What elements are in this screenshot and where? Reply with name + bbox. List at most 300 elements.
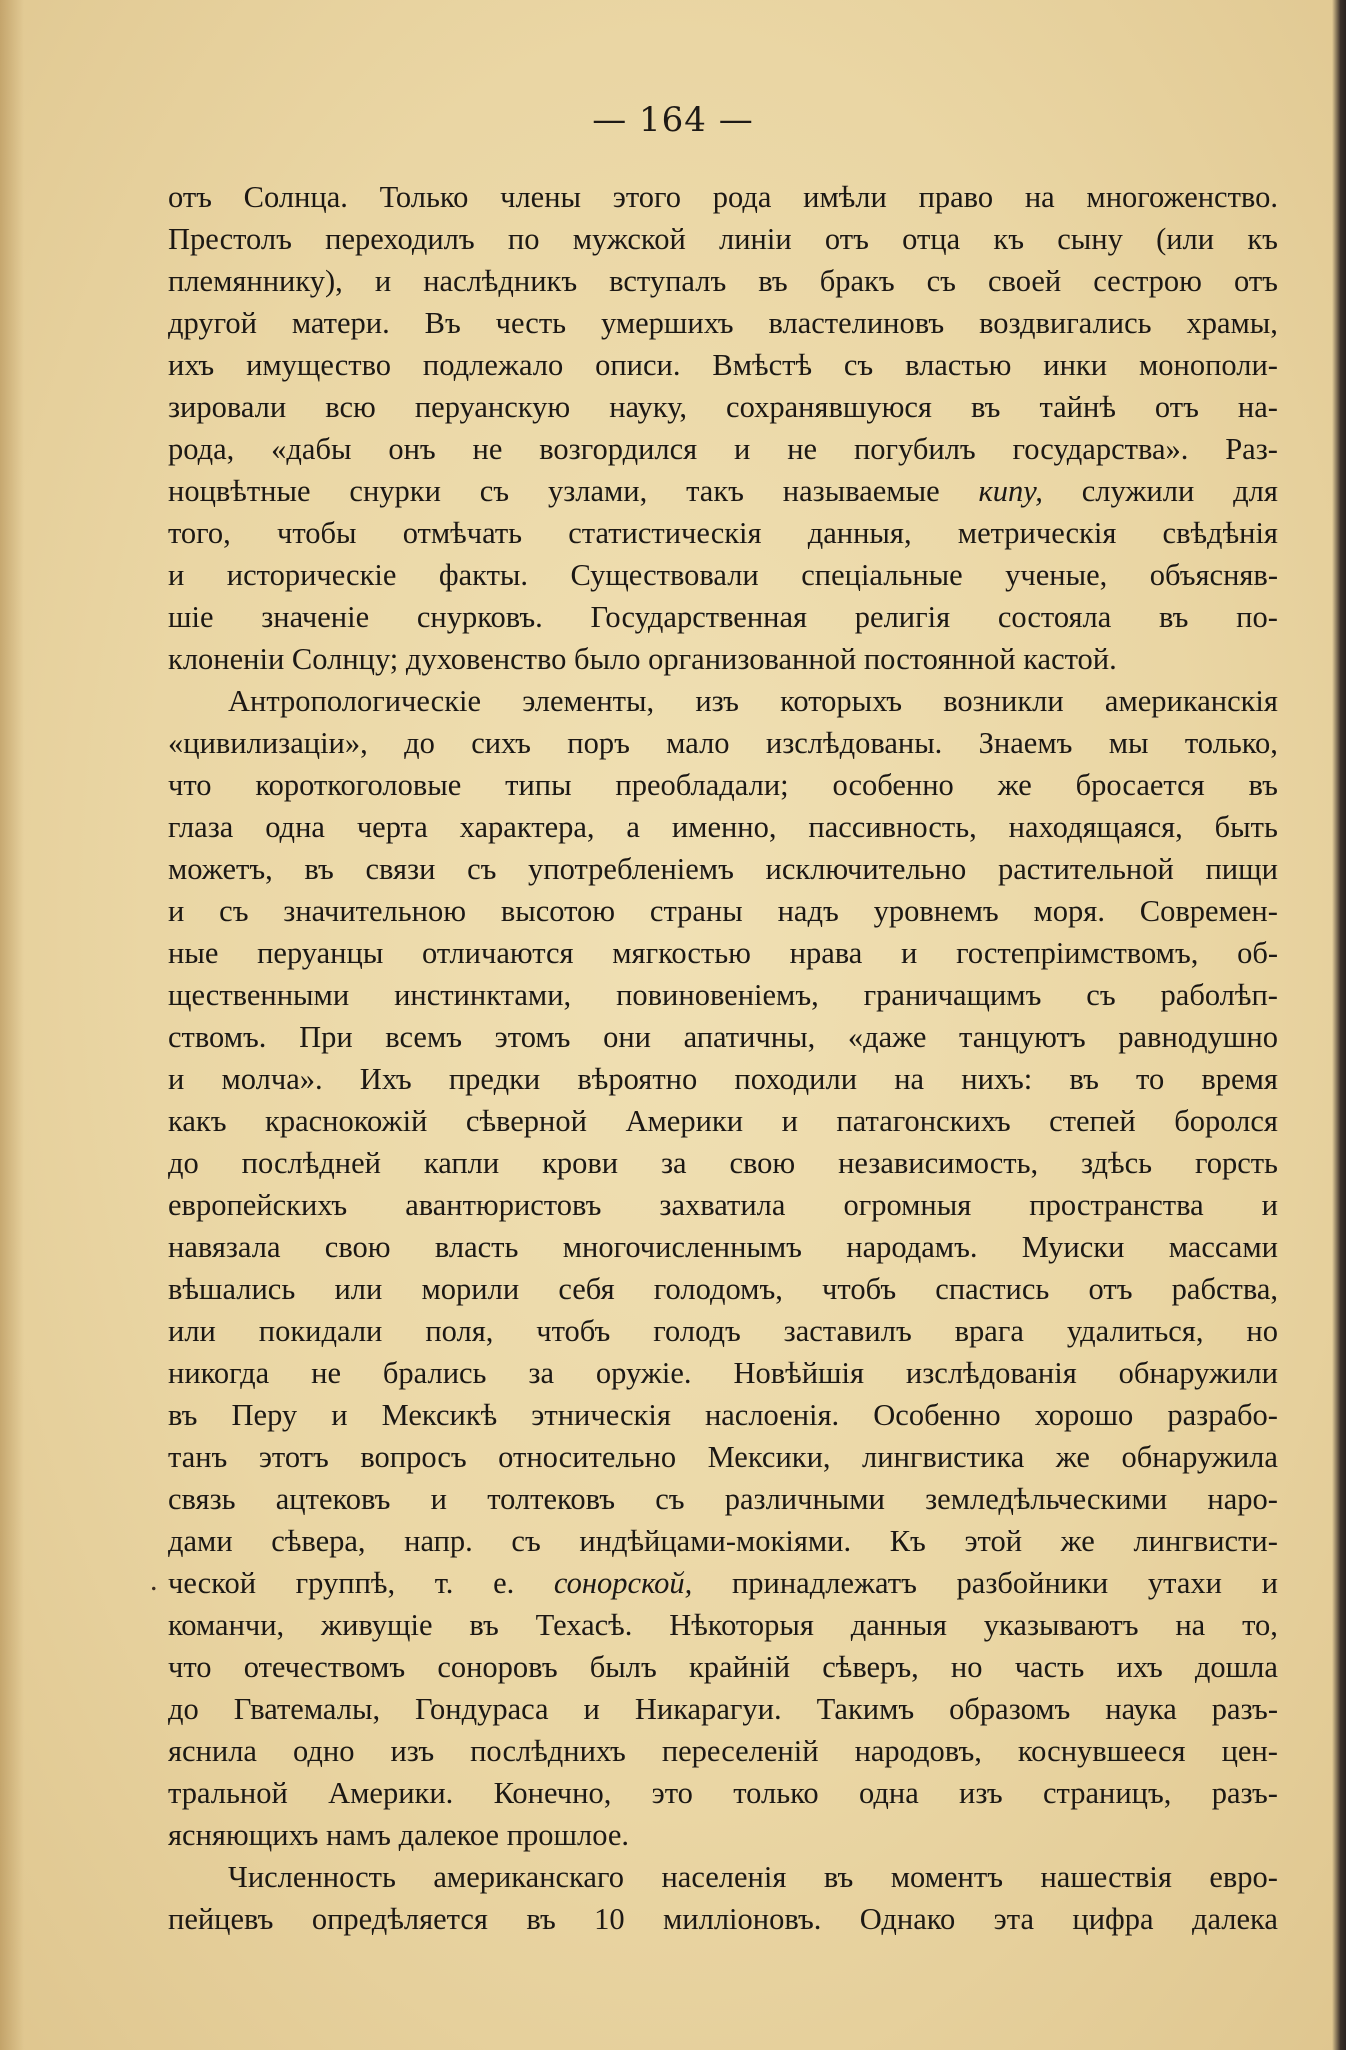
word: заставилъ bbox=[783, 1314, 912, 1348]
word: лингвистика bbox=[862, 1440, 1025, 1474]
word: группѣ, bbox=[295, 1566, 396, 1600]
word: моментъ bbox=[890, 1860, 1003, 1894]
word: къ bbox=[1247, 222, 1278, 256]
word: степей bbox=[1049, 1104, 1136, 1138]
word: узлами, bbox=[547, 474, 648, 508]
word: до bbox=[404, 726, 435, 760]
word: историческіе bbox=[226, 558, 397, 592]
word: разбойники bbox=[956, 1566, 1109, 1600]
margin-mark: . bbox=[150, 1564, 158, 1597]
text-line bbox=[168, 1772, 1278, 1814]
word: и bbox=[168, 1062, 185, 1096]
word: былъ bbox=[589, 1650, 657, 1684]
text-line bbox=[168, 1058, 1278, 1100]
word: независимость, bbox=[838, 1146, 1039, 1180]
word: перуанцы bbox=[257, 936, 384, 970]
word: Техасѣ. bbox=[535, 1608, 633, 1642]
word: короткоголовые bbox=[255, 768, 462, 802]
text-line bbox=[168, 1730, 1278, 1772]
text-line bbox=[168, 1226, 1278, 1268]
word: здѣсь bbox=[1081, 1146, 1153, 1180]
text-line bbox=[168, 512, 1278, 554]
word: разрабо- bbox=[1167, 1398, 1278, 1432]
word: индѣйцами-мокіями. bbox=[579, 1524, 852, 1558]
word: Такимъ bbox=[816, 1692, 915, 1726]
word: американскаго bbox=[433, 1860, 624, 1894]
word: краснокожій bbox=[265, 1104, 428, 1138]
word: на bbox=[894, 1062, 925, 1096]
word: изъ bbox=[390, 1734, 435, 1768]
word: американскія bbox=[1104, 684, 1278, 718]
word: связь bbox=[168, 1482, 236, 1516]
word: предки bbox=[448, 1062, 541, 1096]
word: относительно bbox=[498, 1440, 677, 1474]
text-line bbox=[168, 974, 1278, 1016]
word: танцуютъ bbox=[959, 1020, 1086, 1054]
word: объясняв- bbox=[1149, 558, 1278, 592]
word: При bbox=[299, 1020, 353, 1054]
word: отъ bbox=[1088, 1272, 1133, 1306]
word: умершихъ bbox=[600, 306, 734, 340]
text-line bbox=[168, 554, 1278, 596]
word: по- bbox=[1236, 600, 1278, 634]
word: растительной bbox=[997, 852, 1174, 886]
word: въ bbox=[823, 1860, 854, 1894]
word: напр. bbox=[404, 1524, 473, 1558]
word: монополи- bbox=[1138, 348, 1278, 382]
word: переселеній bbox=[661, 1734, 819, 1768]
word: спеціальные bbox=[801, 558, 963, 592]
word: тральной bbox=[168, 1776, 288, 1810]
word: «цивилизаціи», bbox=[168, 726, 368, 760]
word: указываютъ bbox=[983, 1608, 1139, 1642]
word: подлежало bbox=[422, 348, 564, 382]
word: съ bbox=[511, 1524, 541, 1558]
word: значеніе bbox=[261, 600, 370, 634]
text-line bbox=[168, 428, 1278, 470]
word: съ bbox=[926, 264, 956, 298]
word: кипу, bbox=[978, 474, 1043, 508]
word: пейцевъ bbox=[168, 1902, 274, 1936]
word: страницъ, bbox=[1042, 1776, 1172, 1810]
word: исключительно bbox=[765, 852, 967, 886]
word: намъ bbox=[326, 1818, 391, 1852]
word: къ bbox=[993, 222, 1024, 256]
word: метрическія bbox=[957, 516, 1117, 550]
word: страны bbox=[649, 894, 743, 928]
word: и bbox=[1261, 1188, 1278, 1222]
word: съ bbox=[843, 348, 874, 382]
word: эта bbox=[993, 1902, 1035, 1936]
word: этомъ bbox=[494, 1020, 571, 1054]
word: только bbox=[733, 1776, 819, 1810]
text-line bbox=[168, 596, 1278, 638]
word: такъ bbox=[686, 474, 744, 508]
text-line bbox=[168, 1856, 1278, 1898]
word: то, bbox=[1242, 1608, 1278, 1642]
word: тайнѣ bbox=[1039, 390, 1116, 424]
word: на bbox=[1024, 180, 1055, 214]
word: то bbox=[1136, 1062, 1165, 1096]
text-line bbox=[168, 890, 1278, 932]
word: рода, bbox=[168, 432, 235, 466]
word: различными bbox=[724, 1482, 885, 1516]
text-line bbox=[168, 680, 1278, 722]
text-line bbox=[168, 1520, 1278, 1562]
word: можетъ, bbox=[168, 852, 273, 886]
word: этой bbox=[964, 1524, 1023, 1558]
word: изслѣдованія bbox=[905, 1356, 1077, 1390]
word: называемые bbox=[782, 474, 940, 508]
word: сѣверной bbox=[465, 1104, 587, 1138]
word: массами bbox=[1168, 1230, 1278, 1264]
word: сыну bbox=[1057, 222, 1123, 256]
word: обнаружили bbox=[1118, 1356, 1278, 1390]
word: (или bbox=[1156, 222, 1215, 256]
word: Мексикѣ bbox=[381, 1398, 498, 1432]
word: снурки bbox=[349, 474, 441, 508]
word: разъ- bbox=[1211, 1692, 1278, 1726]
word: въ bbox=[168, 1398, 198, 1432]
word: наро- bbox=[1207, 1482, 1278, 1516]
word: глаза bbox=[168, 810, 234, 844]
word: въ bbox=[1069, 1062, 1099, 1096]
word: далека bbox=[1191, 1902, 1278, 1936]
word: матери. bbox=[291, 306, 390, 340]
word: команчи, bbox=[168, 1608, 285, 1642]
word: употребленіемъ bbox=[528, 852, 734, 886]
word: поля, bbox=[425, 1314, 494, 1348]
word: чтобы bbox=[276, 516, 357, 550]
word: снурковъ. bbox=[416, 600, 543, 634]
word: голодъ bbox=[653, 1314, 741, 1348]
word: и bbox=[1261, 1566, 1278, 1600]
word: бракъ bbox=[819, 264, 895, 298]
word: часть bbox=[1014, 1650, 1085, 1684]
word: съ bbox=[467, 852, 497, 886]
text-line bbox=[168, 806, 1278, 848]
word: или bbox=[334, 1272, 383, 1306]
word: до bbox=[168, 1692, 199, 1726]
word: вѣшались bbox=[168, 1272, 296, 1306]
word: и bbox=[168, 558, 185, 592]
word: Никарагуи. bbox=[634, 1692, 782, 1726]
word: цифра bbox=[1072, 1902, 1154, 1936]
word: въ bbox=[1248, 768, 1278, 802]
word: народовъ, bbox=[854, 1734, 982, 1768]
word: этническія bbox=[531, 1398, 671, 1432]
word: честь bbox=[495, 306, 567, 340]
word: съ bbox=[655, 1482, 685, 1516]
text-line bbox=[168, 1604, 1278, 1646]
word: Нѣкоторыя bbox=[669, 1608, 814, 1642]
word: за bbox=[660, 1146, 687, 1180]
word: Современ- bbox=[1139, 894, 1278, 928]
word: Особенно bbox=[873, 1398, 1001, 1432]
word: нихъ: bbox=[961, 1062, 1033, 1096]
word: постоянной bbox=[863, 642, 1016, 676]
text-line bbox=[168, 260, 1278, 302]
word: соноровъ bbox=[437, 1650, 558, 1684]
word: въ bbox=[970, 390, 1001, 424]
word: изслѣдованы. bbox=[765, 726, 943, 760]
word: высотою bbox=[500, 894, 616, 928]
word: утахи bbox=[1147, 1566, 1222, 1600]
word: чтобъ bbox=[822, 1272, 897, 1306]
word: на bbox=[1175, 1608, 1206, 1642]
text-line bbox=[168, 344, 1278, 386]
word: Перу bbox=[231, 1398, 298, 1432]
word: «дабы bbox=[271, 432, 352, 466]
word: моря. bbox=[1033, 894, 1105, 928]
word: сѣвера, bbox=[271, 1524, 366, 1558]
word: Америки bbox=[625, 1104, 744, 1138]
word: прошлое. bbox=[506, 1818, 630, 1852]
word: характера, bbox=[459, 810, 595, 844]
word: ствомъ. bbox=[168, 1020, 267, 1054]
word: евро- bbox=[1209, 1860, 1278, 1894]
word: храмы, bbox=[1186, 306, 1278, 340]
word: уровнемъ bbox=[873, 894, 999, 928]
word: это bbox=[651, 1776, 693, 1810]
text-line bbox=[168, 1436, 1278, 1478]
word: вопросъ bbox=[360, 1440, 467, 1474]
word: и bbox=[430, 1482, 447, 1516]
word: вѣроятно bbox=[577, 1062, 698, 1096]
word: морили bbox=[421, 1272, 520, 1306]
word: было bbox=[574, 642, 641, 676]
word: въ bbox=[1159, 600, 1189, 634]
page-edge bbox=[1332, 0, 1346, 2050]
word: и bbox=[374, 264, 392, 298]
word: что bbox=[168, 768, 212, 802]
word: образомъ bbox=[949, 1692, 1071, 1726]
word: европейскихъ bbox=[168, 1188, 348, 1222]
word: Гватемалы, bbox=[233, 1692, 381, 1726]
word: изъ bbox=[959, 1776, 1003, 1810]
word: крайній bbox=[688, 1650, 791, 1684]
word: капли bbox=[423, 1146, 500, 1180]
word: изъ bbox=[695, 684, 739, 718]
word: сохранявшуюся bbox=[726, 390, 932, 424]
word: цен- bbox=[1221, 1734, 1278, 1768]
word: данныя, bbox=[807, 516, 912, 550]
text-line bbox=[168, 1646, 1278, 1688]
text-line bbox=[168, 722, 1278, 764]
word: сѣверъ, bbox=[822, 1650, 919, 1684]
word: пищи bbox=[1205, 852, 1278, 886]
word: государства». bbox=[1012, 432, 1189, 466]
word: Солнца. bbox=[243, 180, 348, 214]
word: именно, bbox=[671, 810, 777, 844]
word: и bbox=[583, 1692, 600, 1726]
word: черта bbox=[356, 810, 428, 844]
word: ихъ bbox=[168, 348, 215, 382]
text-line bbox=[168, 1268, 1278, 1310]
word: удалиться, bbox=[1066, 1314, 1204, 1348]
word: рабства, bbox=[1171, 1272, 1278, 1306]
word: въ bbox=[758, 264, 788, 298]
word: коснувшееся bbox=[1017, 1734, 1186, 1768]
word: щественными bbox=[168, 978, 350, 1012]
word: переходилъ bbox=[325, 222, 475, 256]
word: этого bbox=[612, 180, 682, 214]
word: за bbox=[528, 1356, 554, 1390]
word: духовенство bbox=[405, 642, 567, 676]
word: мужской bbox=[572, 222, 686, 256]
word: всемъ bbox=[385, 1020, 463, 1054]
word: свою bbox=[324, 1230, 391, 1264]
word: послѣдней bbox=[241, 1146, 381, 1180]
word: Существовали bbox=[570, 558, 759, 592]
word: въ bbox=[304, 852, 334, 886]
word: отъ bbox=[824, 222, 869, 256]
word: ные bbox=[168, 936, 219, 970]
word: другой bbox=[168, 306, 257, 340]
word: молча». bbox=[221, 1062, 323, 1096]
text-line bbox=[168, 1478, 1278, 1520]
word: же bbox=[1055, 1440, 1090, 1474]
word: линіи bbox=[719, 222, 792, 256]
word: съ bbox=[219, 894, 249, 928]
word: наука bbox=[1105, 1692, 1177, 1726]
word: об- bbox=[1237, 936, 1278, 970]
word: разъ- bbox=[1211, 1776, 1278, 1810]
word: покидали bbox=[258, 1314, 383, 1348]
word: походили bbox=[734, 1062, 858, 1096]
text-line bbox=[168, 218, 1278, 260]
word: боролся bbox=[1174, 1104, 1278, 1138]
word: мы bbox=[1108, 726, 1149, 760]
word: находящаяся, bbox=[1008, 810, 1183, 844]
word: властью bbox=[905, 348, 1012, 382]
word: гостепріимствомъ, bbox=[956, 936, 1199, 970]
text-line bbox=[168, 638, 1278, 680]
word: служили bbox=[1081, 474, 1195, 508]
word: пассивность, bbox=[808, 810, 977, 844]
page-gutter-shadow bbox=[0, 0, 24, 2050]
word: что bbox=[168, 1650, 212, 1684]
text-line bbox=[168, 1394, 1278, 1436]
word: далекое bbox=[398, 1818, 500, 1852]
word: властелиновъ bbox=[768, 306, 945, 340]
word: власть bbox=[434, 1230, 519, 1264]
text-line bbox=[168, 470, 1278, 512]
word: принадлежатъ bbox=[731, 1566, 917, 1600]
word: члены bbox=[500, 180, 582, 214]
word: возгордился bbox=[539, 432, 698, 466]
word: огромныя bbox=[843, 1188, 972, 1222]
text-line bbox=[168, 932, 1278, 974]
word: сихъ bbox=[471, 726, 531, 760]
word: «даже bbox=[847, 1020, 927, 1054]
word: Однако bbox=[859, 1902, 956, 1936]
word: Антропологическіе bbox=[228, 684, 482, 718]
word: голодомъ, bbox=[653, 1272, 783, 1306]
word: какъ bbox=[168, 1104, 227, 1138]
word: наслѣдникъ bbox=[423, 264, 578, 298]
word: но bbox=[950, 1650, 983, 1684]
word: кастой. bbox=[1023, 642, 1117, 676]
word: милліоновъ. bbox=[662, 1902, 822, 1936]
text-line bbox=[168, 764, 1278, 806]
word: нрава bbox=[789, 936, 863, 970]
word: организованной bbox=[648, 642, 857, 676]
text-line bbox=[168, 848, 1278, 890]
word: населенія bbox=[661, 1860, 787, 1894]
word: сонорской, bbox=[553, 1566, 693, 1600]
word: ноцвѣтные bbox=[168, 474, 311, 508]
word: многочисленнымъ bbox=[562, 1230, 802, 1264]
word: навязала bbox=[168, 1230, 281, 1264]
word: горсть bbox=[1194, 1146, 1278, 1180]
word: типы bbox=[505, 768, 572, 802]
word: они bbox=[603, 1020, 651, 1054]
word: онъ bbox=[388, 432, 436, 466]
word: сестрою bbox=[1093, 264, 1202, 298]
word: отъ bbox=[1234, 264, 1278, 298]
word: бросается bbox=[1075, 768, 1205, 802]
word: спастись bbox=[935, 1272, 1050, 1306]
word: Къ bbox=[889, 1524, 926, 1558]
word: по bbox=[507, 222, 540, 256]
word: имущество bbox=[246, 348, 392, 382]
word: равнодушно bbox=[1118, 1020, 1278, 1054]
word: ясняющихъ bbox=[168, 1818, 319, 1852]
word: же bbox=[997, 768, 1032, 802]
word: обнаружила bbox=[1121, 1440, 1278, 1474]
word: чтобъ bbox=[536, 1314, 611, 1348]
word: е. bbox=[493, 1566, 515, 1600]
word: инстинктами, bbox=[394, 978, 572, 1012]
word: свою bbox=[729, 1146, 796, 1180]
word: особенно bbox=[832, 768, 954, 802]
word: одно bbox=[292, 1734, 355, 1768]
word: факты. bbox=[438, 558, 529, 592]
word: и bbox=[901, 936, 918, 970]
word: связи bbox=[365, 852, 436, 886]
page-number: — 164 — bbox=[592, 100, 754, 140]
word: повиновеніемъ, bbox=[616, 978, 819, 1012]
word: время bbox=[1201, 1062, 1278, 1096]
word: данныя bbox=[850, 1608, 947, 1642]
word: врага bbox=[954, 1314, 1024, 1348]
word: Только bbox=[379, 180, 469, 214]
word: шіе bbox=[168, 600, 214, 634]
word: дошла bbox=[1194, 1650, 1278, 1684]
text-line bbox=[168, 1142, 1278, 1184]
text-line bbox=[168, 1688, 1278, 1730]
word: мало bbox=[666, 726, 730, 760]
word: ческой bbox=[168, 1566, 257, 1600]
word: до bbox=[168, 1146, 199, 1180]
text-line bbox=[168, 1352, 1278, 1394]
text-line bbox=[168, 1898, 1278, 1940]
word: наслоенія. bbox=[704, 1398, 840, 1432]
text-line bbox=[168, 1814, 1278, 1856]
word: надъ bbox=[777, 894, 839, 928]
word: на- bbox=[1237, 390, 1278, 424]
word: патагонскихъ bbox=[836, 1104, 1011, 1138]
word: ацтековъ bbox=[275, 1482, 391, 1516]
word: Новѣйшія bbox=[733, 1356, 865, 1390]
word: Америки. bbox=[328, 1776, 454, 1810]
word: Солнцу; bbox=[291, 642, 399, 676]
word: рода bbox=[712, 180, 772, 214]
word: Престолъ bbox=[168, 222, 292, 256]
word: Численность bbox=[228, 1860, 396, 1894]
word: и bbox=[781, 1104, 798, 1138]
